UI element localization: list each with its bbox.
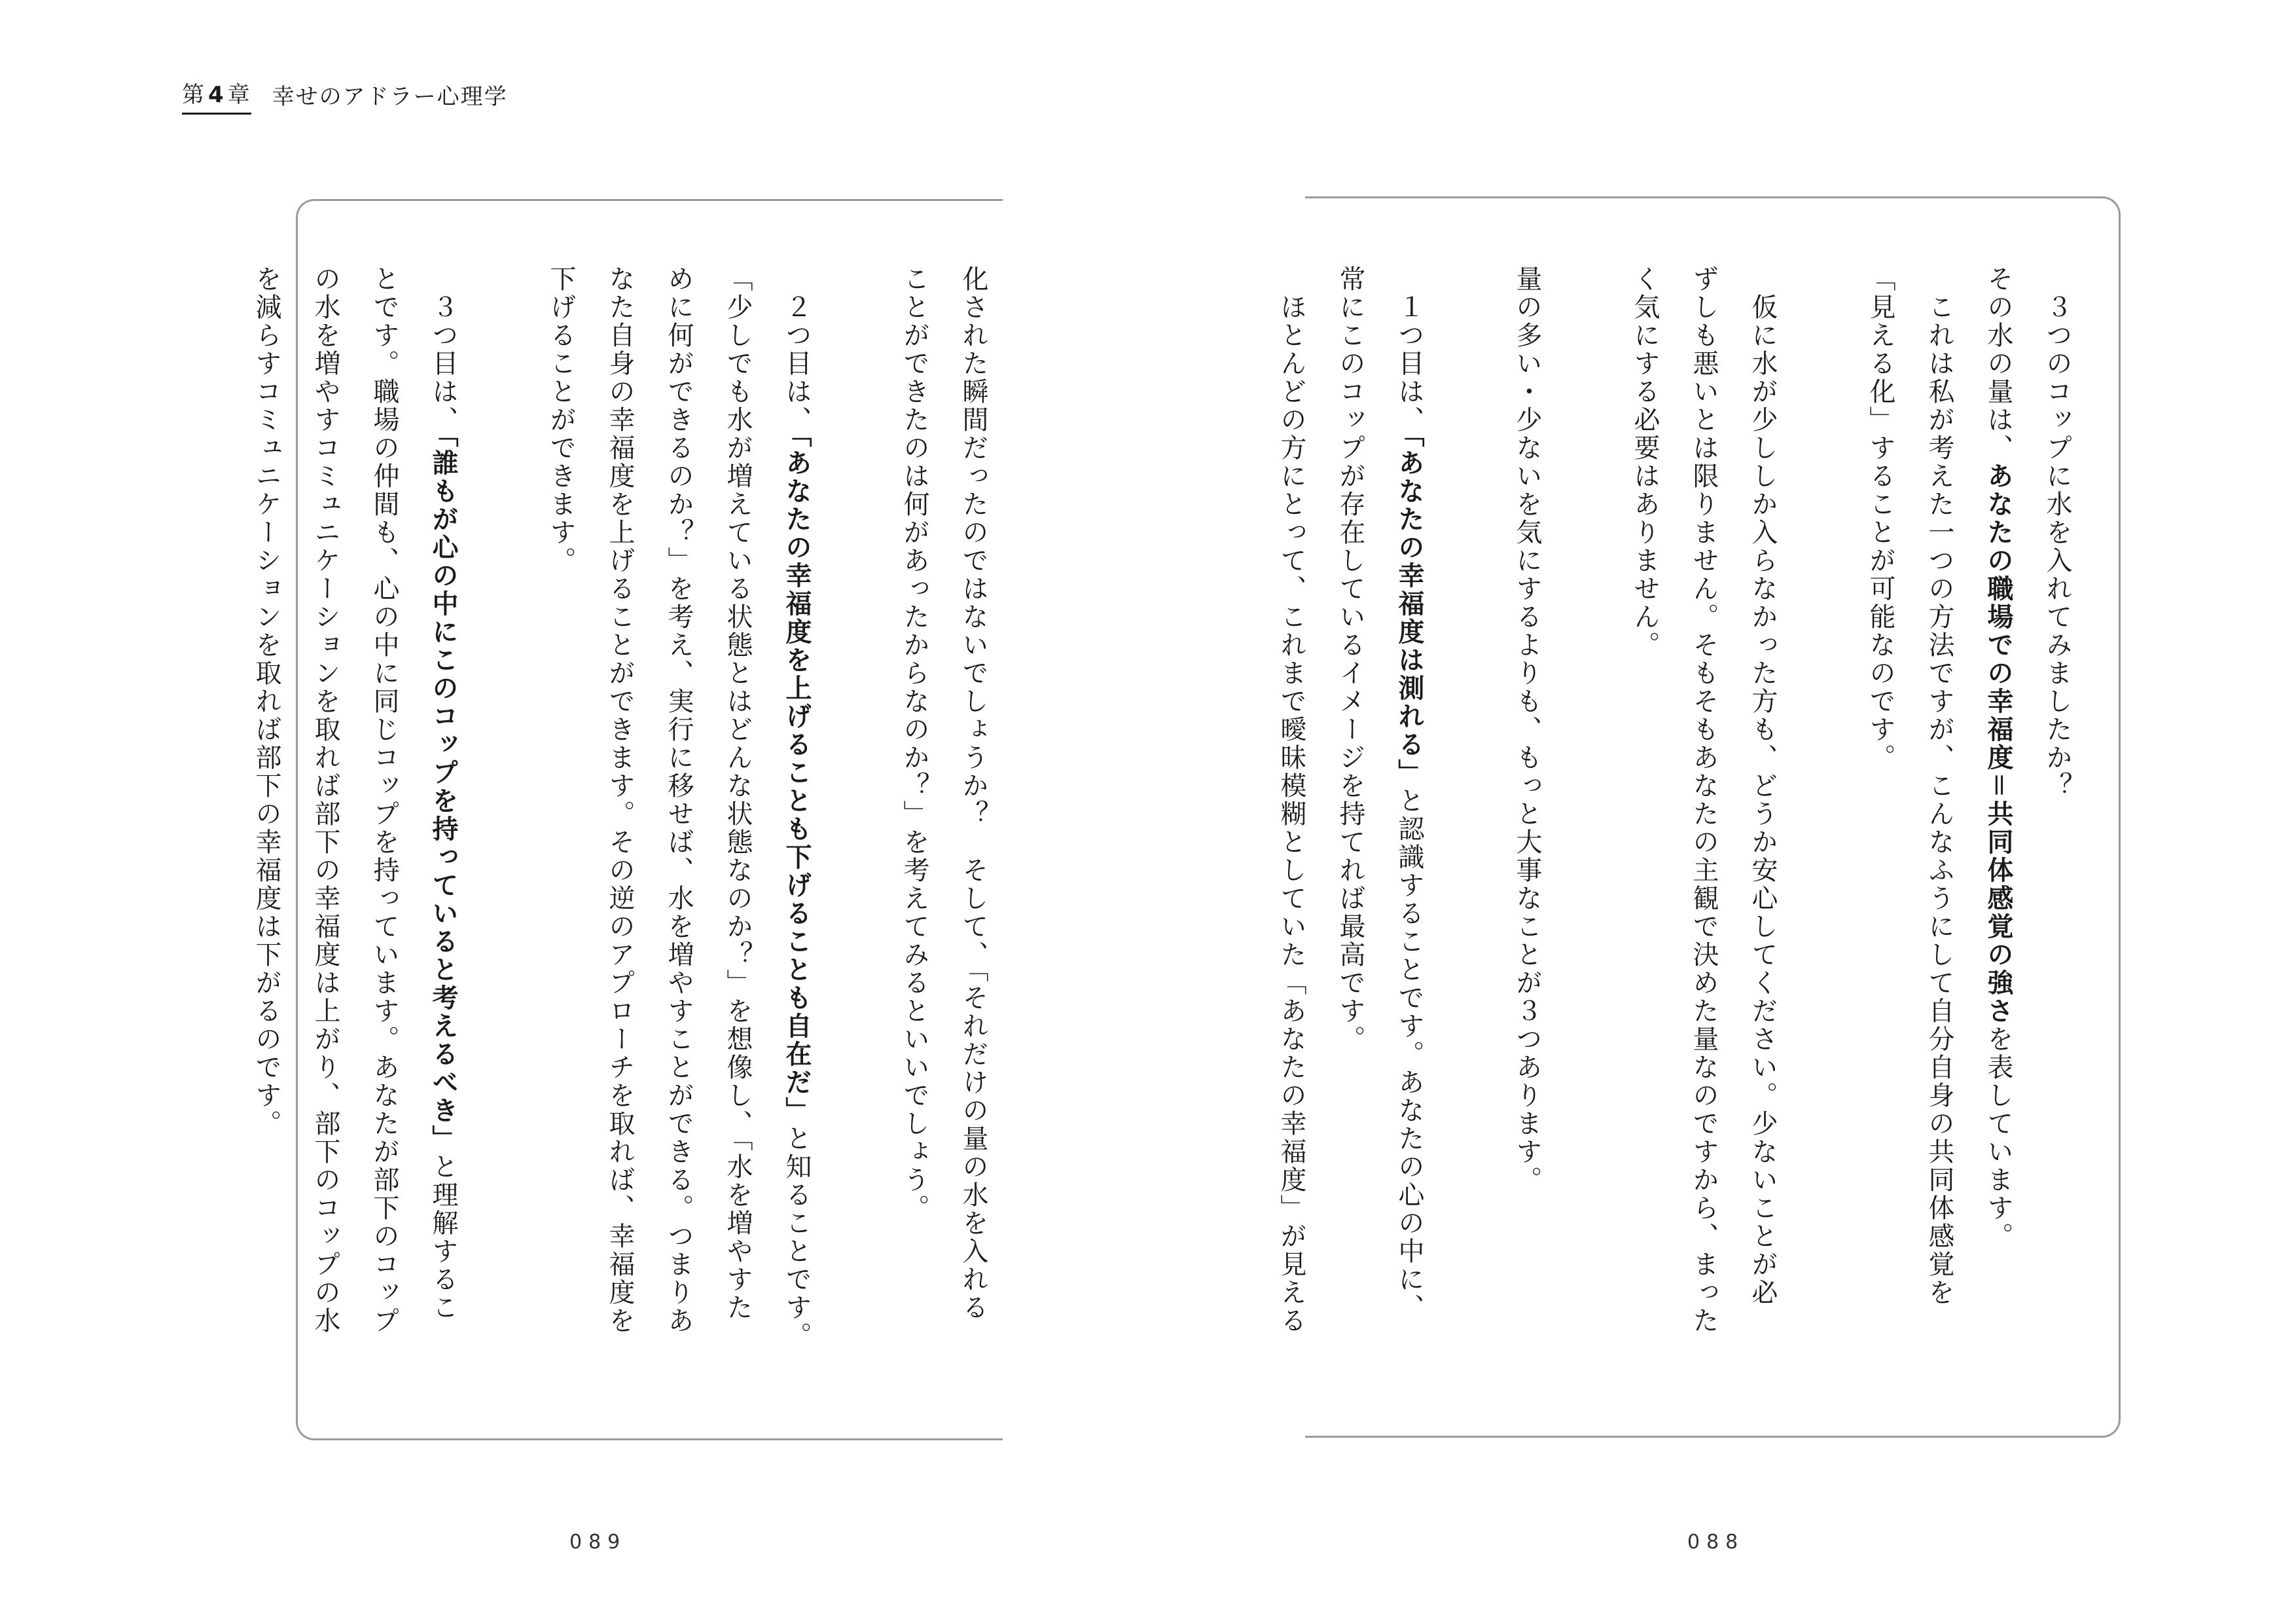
text-line xyxy=(649,265,708,1385)
text-segment: と知ることです。 xyxy=(781,1125,812,1350)
text-segment: ずしも悪いとは限りません。そもそもあなたの主観で決めた量なのですから、まった xyxy=(1689,265,1719,1335)
text-line xyxy=(296,265,355,1385)
text-segment: を減らすコミュニケーションを取れば部下の幸福度は下がるのです。 xyxy=(251,265,281,1138)
text-line xyxy=(1733,265,1792,1385)
text-line xyxy=(2028,265,2087,1385)
text-segment: 仮に水が少ししか入らなかった方も、どうか安心してください。少ないことが必 xyxy=(1748,265,1778,1307)
text-line xyxy=(708,265,767,1385)
page-number-right: 088 xyxy=(1687,1531,1745,1554)
text-line xyxy=(767,265,826,1385)
text-line xyxy=(1380,265,1439,1385)
paragraph-gap xyxy=(1556,265,1615,1385)
text-segment: を表しています。 xyxy=(1983,1025,2013,1250)
emphasis-text: あなたの職場での幸福度＝共同体感覚の強さ xyxy=(1983,462,2013,1025)
text-segment: ことができたのは何があったからなのか？」を考えてみるといいでしょう。 xyxy=(899,265,929,1222)
text-line xyxy=(531,265,590,1385)
text-segment: なた自身の幸福度を上げることができます。その逆のアプローチを取れば、幸福度を xyxy=(605,265,635,1335)
text-line xyxy=(237,265,296,1385)
text-segment: と理解するこ xyxy=(428,1153,458,1322)
running-header xyxy=(182,84,508,115)
text-line xyxy=(1674,265,1733,1385)
text-segment: 常にこのコップが存在しているイメージを持てれば最高です。 xyxy=(1335,265,1365,1053)
chapter-prefix: 第 xyxy=(182,82,206,108)
paragraph-gap xyxy=(826,265,885,1385)
text-segment: 化された瞬間だったのではないでしょうか？ そして、「それだけの量の水を入れる xyxy=(958,265,988,1322)
text-line xyxy=(1969,265,2028,1385)
emphasis-text: 「誰もが心の中にこのコップを持っていると考えるべき」 xyxy=(428,434,458,1153)
page-number-left: 089 xyxy=(569,1531,627,1554)
text-segment: の水を増やすコミュニケーションを取れば部下の幸福度は上がり、部下のコップの水 xyxy=(310,265,340,1335)
text-segment: 下げることができます。 xyxy=(546,265,576,575)
text-segment: ２つ目は、 xyxy=(781,265,812,434)
text-segment: ３つのコップに水を入れてみましたか？ xyxy=(2042,265,2072,800)
emphasis-text: 「あなたの幸福度を上げることも下げることも自在だ」 xyxy=(781,434,812,1125)
text-line xyxy=(1910,265,1969,1385)
text-line xyxy=(590,265,649,1385)
right-page-body xyxy=(1276,265,2087,1385)
chapter-title: 幸せのアドラー心理学 xyxy=(272,84,508,110)
text-segment: これは私が考えた一つの方法ですが、こんなふうにして自分自身の共同体感覚を xyxy=(1924,265,1954,1307)
text-segment: 「少しでも水が増えている状態とはどんな状態なのか？」を想像し、「水を増やすた xyxy=(723,265,753,1322)
text-line xyxy=(1851,265,1910,1385)
chapter-number: 4 xyxy=(208,82,225,108)
text-segment: ほとんどの方にとって、これまで曖昧模糊としていた「あなたの幸福度」が見える xyxy=(1276,265,1306,1335)
paragraph-gap xyxy=(473,265,531,1385)
text-line xyxy=(1615,265,1674,1385)
emphasis-text: 「あなたの幸福度は測れる」 xyxy=(1394,434,1424,787)
text-line xyxy=(885,265,944,1385)
chapter-suffix: 章 xyxy=(227,82,251,108)
text-line xyxy=(1262,265,1321,1385)
text-line xyxy=(355,265,414,1385)
text-line xyxy=(1321,265,1380,1385)
text-segment: １つ目は、 xyxy=(1394,265,1424,434)
text-segment: 「見える化」することが可能なのです。 xyxy=(1865,265,1895,772)
text-line xyxy=(1498,265,1556,1385)
text-segment: 量の多い・少ないを気にするよりも、もっと大事なことが３つあります。 xyxy=(1512,265,1542,1194)
text-segment: く気にする必要はありません。 xyxy=(1630,265,1660,659)
text-segment: ３つ目は、 xyxy=(428,265,458,434)
text-line xyxy=(944,265,1003,1385)
text-segment: と認識することです。あなたの心の中に、 xyxy=(1394,787,1424,1322)
text-segment: とです。職場の仲間も、心の中に同じコップを持っています。あなたが部下のコップ xyxy=(369,265,399,1335)
paragraph-gap xyxy=(1439,265,1498,1385)
text-segment: その水の量は、 xyxy=(1983,265,2013,462)
text-line xyxy=(414,265,473,1385)
text-segment: めに何ができるのか？」を考え、実行に移せば、水を増やすことができる。つまりあ xyxy=(664,265,694,1335)
paragraph-gap xyxy=(1792,265,1851,1385)
left-page-body xyxy=(251,265,1003,1385)
chapter-label xyxy=(182,84,251,115)
